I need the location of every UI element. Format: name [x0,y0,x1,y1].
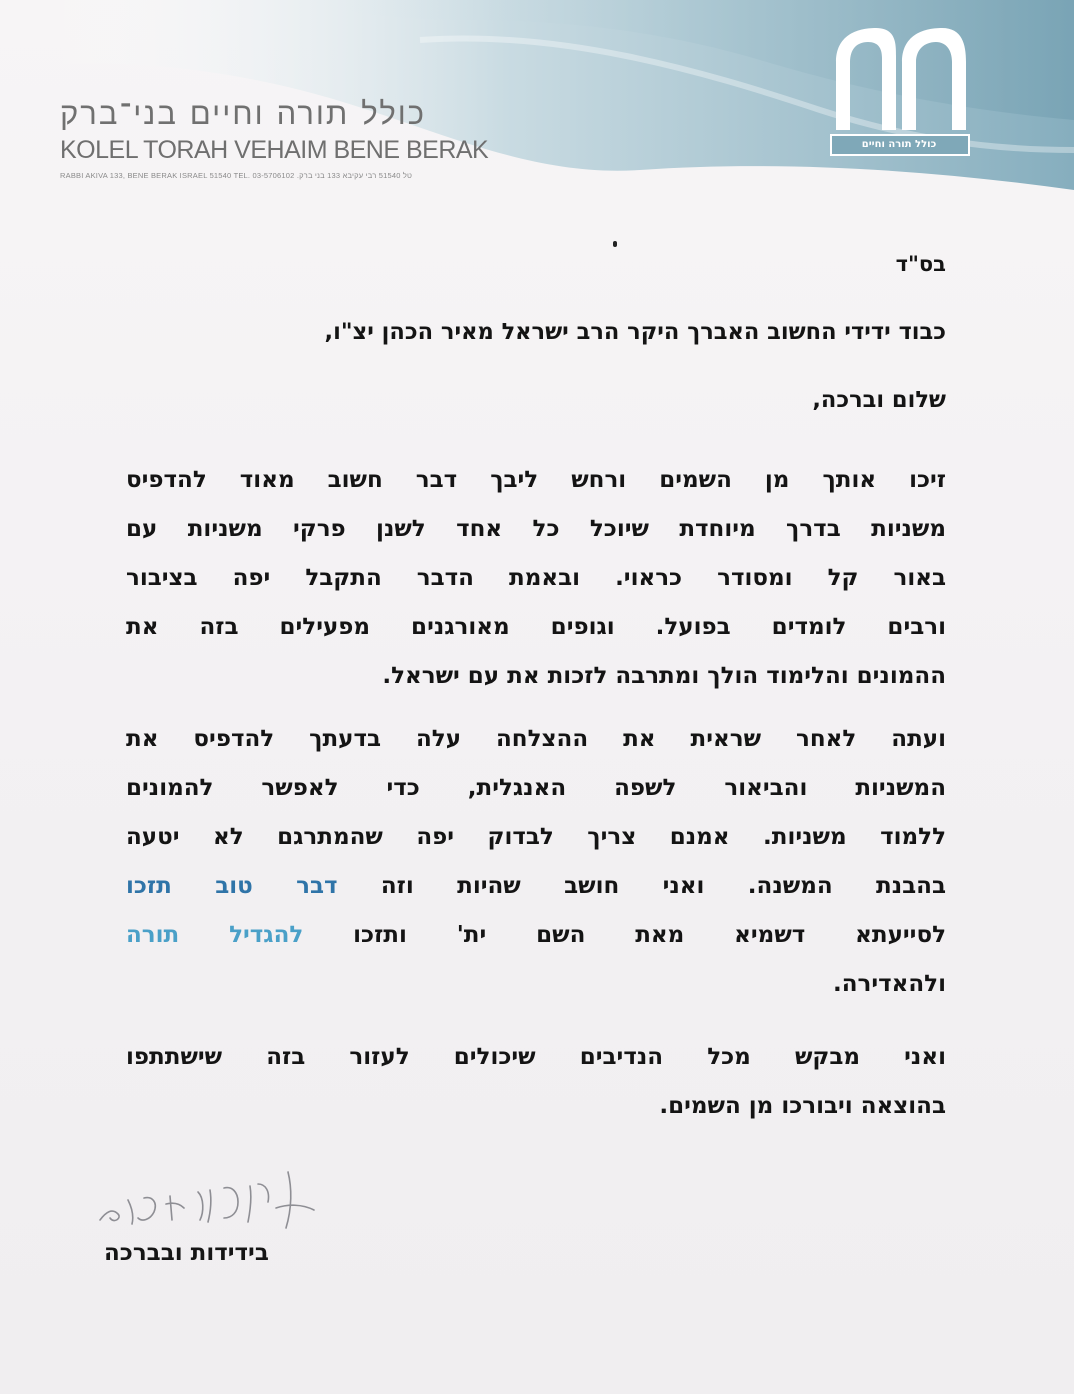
paragraph-2 [126,715,946,1009]
bsd-header: בס"ד [895,252,946,276]
org-name-hebrew: כולל תורה וחיים בני־ברק [60,96,427,132]
paragraph-1 [126,456,946,701]
paragraph-1-line: ההמונים והלימוד הולך ומתרבה לזכות את עם ישראל. [382,663,946,689]
paragraph-2-line: ולהאדירה. [832,971,946,997]
paragraph-3 [126,1033,946,1131]
paragraph-2-line5-text: לסייעתא דשמיא מאת השם ית' ותזכו [303,922,946,948]
handwritten-signature [92,1168,322,1238]
highlighted-text: דבר טוב תזכו [126,873,338,899]
paragraph-2-line: ועתה לאחר שראית את ההצלחה עלה בדעתך להדפיס את [126,726,946,752]
paragraph-2-line: המשניות והביאור לשפה האנגלית, כדי לאפשר להמונים [126,775,946,801]
org-name-english: KOLEL TORAH VEHAIM BENE BERAK [60,136,489,164]
salutation: כבוד ידידי החשוב האברך היקר הרב ישראל מאיר הכהן יצ"ו, [324,319,946,345]
org-address: RABBI AKIVA 133, BENE BERAK ISRAEL 51540 TEL. 03-5706102 .טל 51540 רבי עקיבא 133 בני ברק [60,171,413,180]
paragraph-2-line4-text: בהבנת המשנה. ואני חושב שהיות וזה [337,873,946,899]
paragraph-1-line: משניות בדרך מיוחדת שיוכל כל אחד לשנן פרקי משניות עם [126,516,946,542]
paragraph-3-line: ואני מבקש מכל הנדיבים שיכולים לעזור בזה שישתתפו [126,1044,946,1070]
logo-caption: כולל תורה וחיים [861,139,937,150]
paragraph-1-line: ורבים לומדים בפועל. וגופים מאורגנים מפעילים בזה את [126,614,946,640]
ink-dot [613,241,617,247]
paragraph-2-line: ללמוד משניות. אמנם צריך לבדוק יפה שהמתרגם לא יטעה [126,824,946,850]
paragraph-1-line: באור קל ומסודר כראוי. ובאמת הדבר התקבל יפה בציבור [126,565,946,591]
closing: בידידות ובברכה [104,1240,269,1266]
highlighted-text: להגדיל תורה [126,922,304,948]
paragraph-1-line: זיכו אותך מן השמים ורחש ליבך דבר חשוב מאוד להדפיס [126,467,946,493]
paragraph-2-line [126,862,946,911]
paragraph-2-line [126,911,946,960]
paragraph-3-line: בהוצאה ויבורכו מן השמים. [659,1093,946,1119]
greeting: שלום וברכה, [812,387,946,413]
